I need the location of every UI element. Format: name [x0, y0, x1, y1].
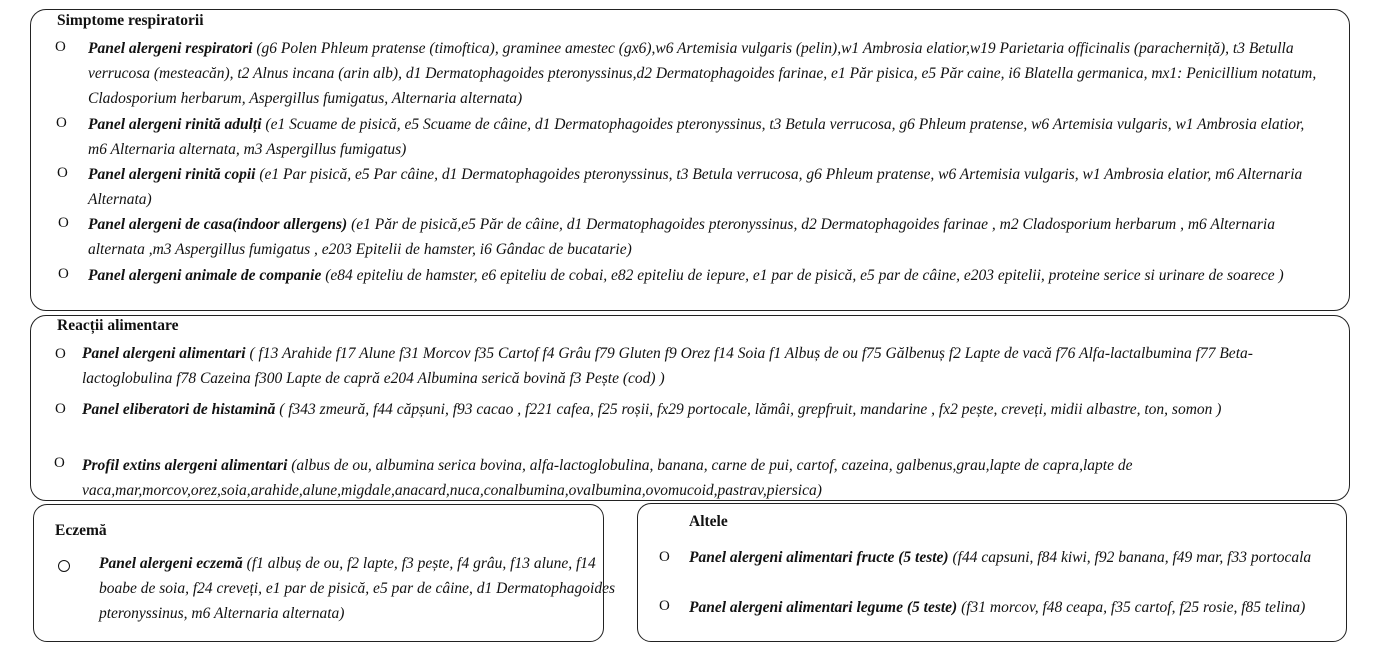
other-item	[689, 545, 1314, 570]
bullet-circle-icon	[58, 560, 70, 572]
panel-name: Panel alergeni rinită adulți	[88, 116, 262, 133]
bullet-marker: O	[58, 266, 69, 282]
food-item	[82, 397, 1352, 422]
panel-detail: ( f343 zmeură, f44 căpșuni, f93 cacao , f221 cafea, f25 roșii, fx29 portocale, lămâi, grepfruit, mandarine , fx2 pește, crevеți, midii albastre, ton, somon )	[275, 401, 1222, 418]
panel-name: Profil extins alergeni alimentari	[82, 457, 288, 474]
other-section	[637, 503, 1347, 642]
panel-name: Panel alergeni alimentari	[82, 345, 246, 362]
bullet-marker: O	[55, 346, 66, 362]
panel-name: Panel alergeni alimentari legume (5 teste)	[689, 599, 958, 616]
bullet-marker: O	[56, 115, 67, 131]
bullet-marker: O	[57, 165, 68, 181]
eczema-title: Eczemă	[55, 522, 107, 539]
panel-name: Panel alergeni animale de companie	[88, 267, 322, 284]
panel-name: Panel alergeni de casa(indoor allergens)	[88, 216, 348, 233]
panel-detail: ( f13 Arahide f17 Alune f31 Morcov f35 Cartof f4 Grâu f79 Gluten f9 Orez f14 Soia f1 Albuș de ou f75 Gălbenuș f2 Lapte de vacă f76 Alfa-lactalbumina f77 Beta-lactoglobulina f78 Cazeina f300 Lapte de capră e204 Albumina serică bovină f3 Pește (cod) )	[82, 345, 1253, 387]
respiratory-title: Simptome respiratorii	[57, 12, 204, 29]
bullet-marker: O	[659, 598, 670, 614]
panel-name: Panel alergeni rinită copii	[88, 166, 256, 183]
panel-detail: (e1 Păr de pisică,e5 Păr de câine, d1 Dermatophagoides pteronyssinus, d2 Dermatophagoides farinae , m2 Cladosporium herbarum , m6 Alternaria alternata ,m3 Aspergillus fumigatus , e203 Epitelii de hamster, i6 Gândac de bucatarie)	[88, 216, 1275, 258]
panel-detail: (g6 Polen Phleum pratense (timoftica), graminee amestec (gx6),w6 Artemisia vulgaris (pelin),w1 Ambrosia elatior,w19 Parietaria officinalis (paracherniță), t3 Betulla verrucosa (mesteacăn), t2 Alnus incana (arin alb), d1 Dermatophagoides pteronyssinus,d2 Dermatophagoides farinae, e1 Păr pisica, e5 Păr caine, i6 Blatella germanica, mx1: Penicillium notatum, Cladosporium herbarum, Aspergillus fumigatus, Alternaria alternata)	[88, 40, 1317, 107]
panel-detail: (f44 capsuni, f84 kiwi, f92 banana, f49 mar, f33 portocala	[948, 549, 1312, 566]
panel-detail: (e84 epiteliu de hamster, e6 epiteliu de cobai, e82 epiteliu de iepure, e1 par de pisică, e5 par de câine, e203 epitelii, proteine serice si urinare de soarece )	[321, 267, 1284, 284]
food-title: Reacții alimentare	[57, 317, 179, 334]
respiratory-item	[88, 212, 1323, 262]
panel-name: Panel alergeni alimentari fructe (5 teste)	[689, 549, 949, 566]
panel-detail: (e1 Par pisică, e5 Par câine, d1 Dermatophagoides pteronyssinus, t3 Betula verrucosa, g6 Phleum pratense, w6 Artemisia vulgaris, w1 Ambrosia elatior, m6 Alternaria Alternata)	[88, 166, 1303, 208]
panel-detail: (albus de ou, albumina serica bovina, alfa-lactoglobulina, banana, carne de pui, cartof, cazeina, galbenus,grau,lapte de capra,lapte de vaca,mar,morcov,orez,soia,arahide,alune,migdale,anacard,nuca,conalbumina,ovalbumina,ovomucoid,pastrav,piersica)	[82, 457, 1133, 499]
respiratory-item	[88, 36, 1323, 111]
bullet-marker: O	[55, 39, 66, 55]
panel-detail: (e1 Scuame de pisică, e5 Scuame de câine, d1 Dermatophagoides pteronyssinus, t3 Betula verrucosa, g6 Phleum pratense, w6 Artemisia vulgaris, w1 Ambrosia elatior, m6 Alternaria alternata, m3 Aspergillus fumigatus)	[88, 116, 1305, 158]
bullet-marker: O	[55, 401, 66, 417]
bullet-marker: O	[54, 455, 65, 471]
other-item	[689, 595, 1314, 620]
respiratory-item	[88, 263, 1323, 288]
respiratory-item	[88, 112, 1323, 162]
food-item	[82, 341, 1322, 391]
eczema-item	[99, 551, 619, 626]
bullet-marker: O	[659, 549, 670, 565]
panel-detail: (f31 morcov, f48 ceapa, f35 cartof, f25 rosie, f85 telina)	[957, 599, 1306, 616]
panel-name: Panel alergeni respiratori	[88, 40, 253, 57]
respiratory-item	[88, 162, 1323, 212]
panel-name: Panel eliberatori de histamină	[82, 401, 276, 418]
panel-name: Panel alergeni eczemă	[99, 555, 243, 572]
bullet-marker: O	[58, 215, 69, 231]
food-item	[82, 453, 1342, 503]
panel-detail: (f1 albuș de ou, f2 lapte, f3 pește, f4 grâu, f13 alune, f14 boabe de soia, f24 crevеți, e1 par de pisică, e5 par de câine, d1 Dermatophagoides pteronyssinus, m6 Alternaria alternata)	[99, 555, 615, 622]
other-title: Altele	[689, 513, 728, 530]
